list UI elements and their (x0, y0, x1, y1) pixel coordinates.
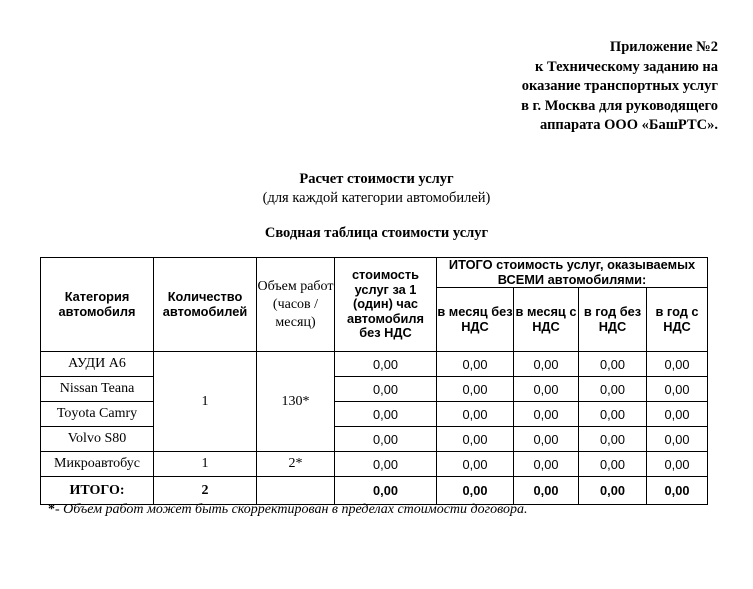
header-year-vat: в год с НДС (647, 288, 708, 352)
year-vat-cell: 0,00 (647, 377, 708, 402)
header-count: Количество автомобилей (154, 258, 257, 352)
footnote-marker: * (48, 502, 55, 517)
document-subtitle: (для каждой категории автомобилей) (262, 190, 491, 206)
year-no-vat-cell: 0,00 (579, 377, 647, 402)
group-work-cell: 130* (257, 352, 335, 452)
appendix-line: аппарата ООО «БашРТС». (540, 117, 718, 133)
year-no-vat-cell: 0,00 (579, 427, 647, 452)
total-month-no-vat: 0,00 (437, 477, 514, 505)
year-no-vat-cell: 0,00 (579, 402, 647, 427)
total-year-no-vat: 0,00 (579, 477, 647, 505)
total-label: ИТОГО: (41, 477, 154, 505)
header-total-group: ИТОГО стоимость услуг, оказываемых ВСЕМИ автомобилями: (437, 258, 708, 288)
table-row (41, 352, 708, 377)
year-vat-cell: 0,00 (647, 452, 708, 477)
month-no-vat-cell: 0,00 (437, 427, 514, 452)
month-no-vat-cell: 0,00 (437, 377, 514, 402)
category-cell: Toyota Camry (41, 402, 154, 427)
table-row (41, 427, 708, 452)
category-cell: Микроавтобус (41, 452, 154, 477)
cost-table (40, 257, 708, 505)
table-title: Сводная таблица стоимости услуг (264, 225, 489, 241)
total-hour-cost: 0,00 (335, 477, 437, 505)
header-hour-cost: стоимость услуг за 1 (один) час автомобиля без НДС (335, 258, 437, 352)
footnote-text: - Объем работ может быть скорректирован в пределах стоимости договора. (55, 502, 528, 517)
hour-cost-cell: 0,00 (335, 352, 437, 377)
group-count-cell: 1 (154, 352, 257, 452)
work-volume-cell: 2* (257, 452, 335, 477)
month-vat-cell: 0,00 (514, 402, 579, 427)
month-no-vat-cell: 0,00 (437, 452, 514, 477)
month-no-vat-cell: 0,00 (437, 352, 514, 377)
category-cell: Volvo S80 (41, 427, 154, 452)
year-no-vat-cell: 0,00 (579, 352, 647, 377)
month-vat-cell: 0,00 (514, 427, 579, 452)
appendix-line: к Техническому заданию на (535, 58, 718, 75)
month-vat-cell: 0,00 (514, 377, 579, 402)
header-work-volume: Объем работ (часов /месяц) (257, 258, 335, 352)
year-vat-cell: 0,00 (647, 352, 708, 377)
header-month-vat: в месяц с НДС (514, 288, 579, 352)
document-title: Расчет стоимости услуг (299, 171, 454, 187)
month-no-vat-cell: 0,00 (437, 402, 514, 427)
count-cell: 1 (154, 452, 257, 477)
appendix-line: оказание транспортных услуг (521, 78, 718, 94)
total-year-vat: 0,00 (647, 477, 708, 505)
hour-cost-cell: 0,00 (335, 402, 437, 427)
month-vat-cell: 0,00 (514, 452, 579, 477)
header-category: Категория автомобиля (41, 258, 154, 352)
total-count: 2 (154, 477, 257, 505)
year-no-vat-cell: 0,00 (579, 452, 647, 477)
table-row (41, 377, 708, 402)
year-vat-cell: 0,00 (647, 427, 708, 452)
total-work-empty (257, 477, 335, 505)
header-year-no-vat: в год без НДС (579, 288, 647, 352)
appendix-header (521, 38, 718, 136)
total-month-vat: 0,00 (514, 477, 579, 505)
table-row (41, 402, 708, 427)
header-month-no-vat: в месяц без НДС (437, 288, 514, 352)
footnote (48, 502, 527, 518)
table-row (41, 452, 708, 477)
month-vat-cell: 0,00 (514, 352, 579, 377)
category-cell: Nissan Teana (41, 377, 154, 402)
year-vat-cell: 0,00 (647, 402, 708, 427)
appendix-line: Приложение №2 (609, 39, 718, 55)
hour-cost-cell: 0,00 (335, 377, 437, 402)
category-cell: АУДИ А6 (41, 352, 154, 377)
hour-cost-cell: 0,00 (335, 452, 437, 477)
hour-cost-cell: 0,00 (335, 427, 437, 452)
total-row (41, 477, 708, 505)
appendix-line: в г. Москва для руководящего (521, 97, 718, 114)
